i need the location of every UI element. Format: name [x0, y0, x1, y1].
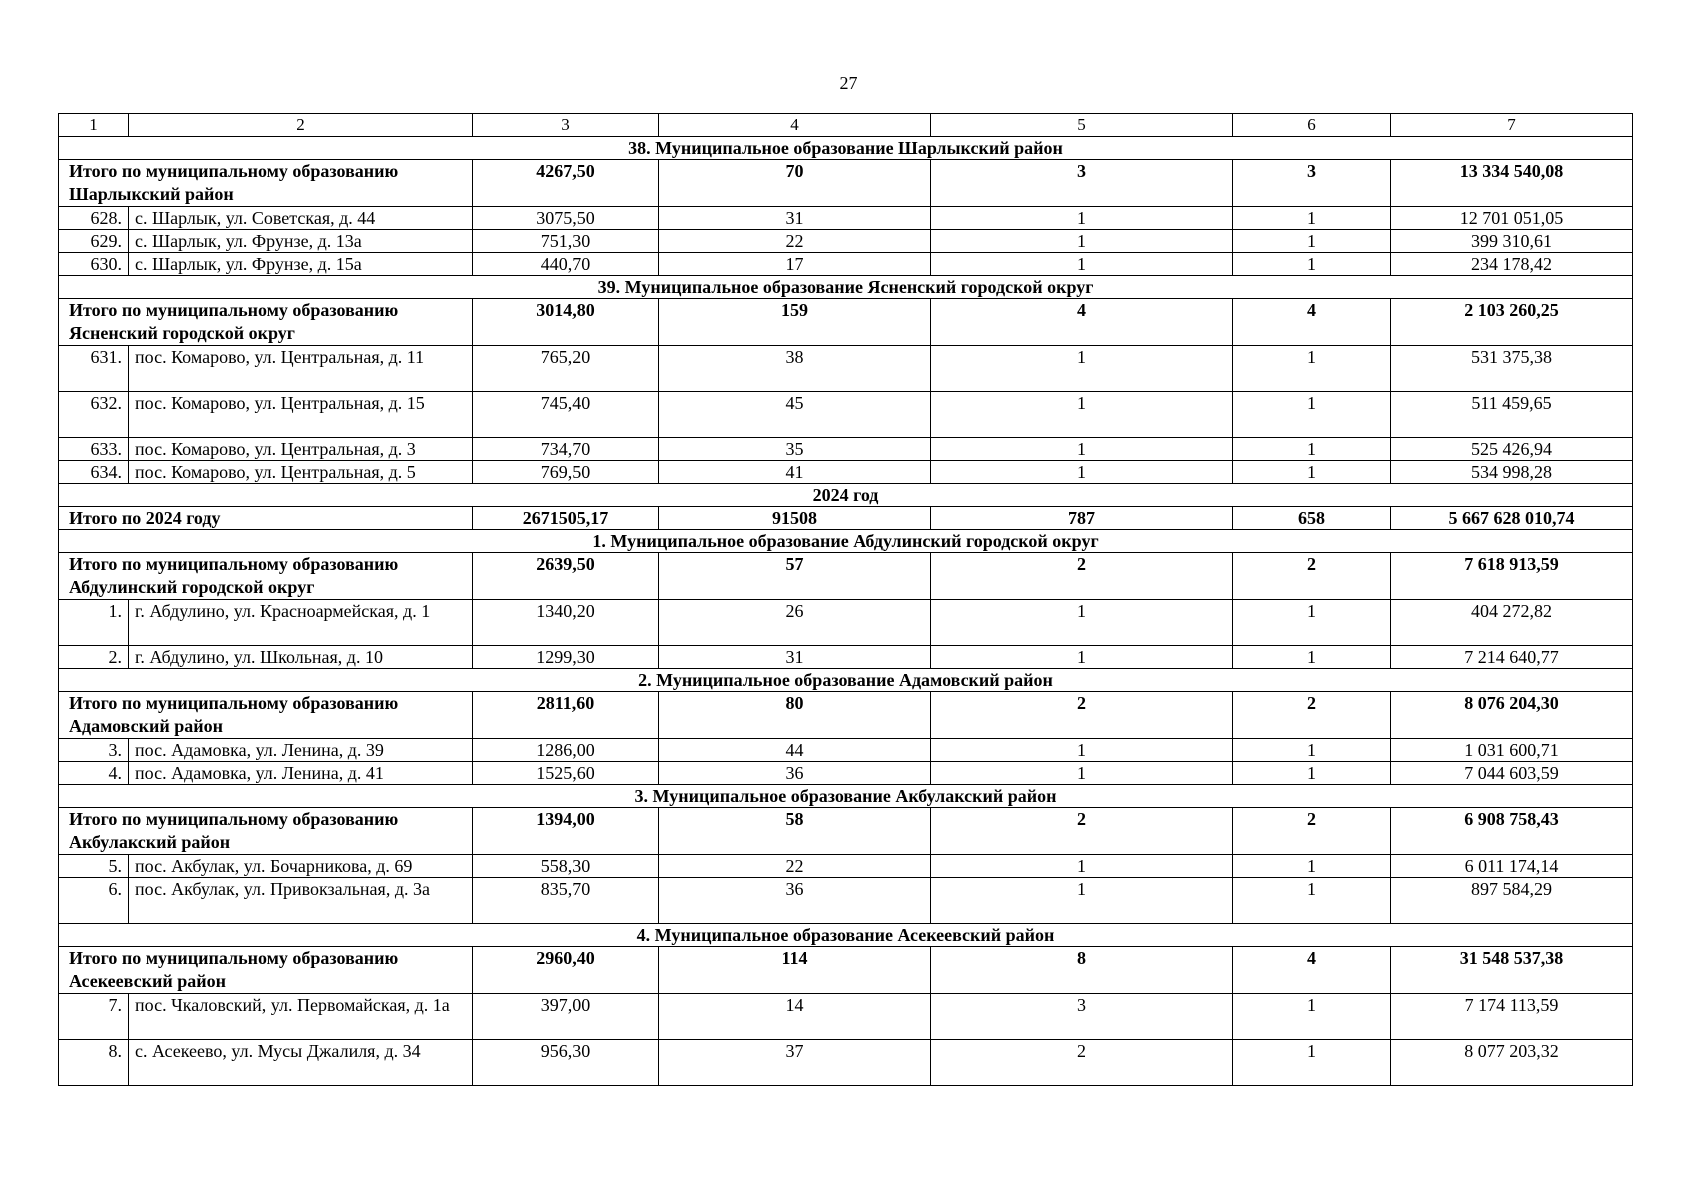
column-number-cell: 1	[59, 114, 129, 137]
row-number: 6.	[59, 878, 129, 924]
cost-cell: 1 031 600,71	[1391, 739, 1633, 762]
area-cell: 558,30	[473, 855, 659, 878]
total-residents-cell: 57	[659, 553, 931, 600]
total-col5-cell: 2	[931, 808, 1233, 855]
total-col5-cell: 2	[931, 692, 1233, 739]
residents-cell: 26	[659, 600, 931, 646]
total-residents-cell: 91508	[659, 507, 931, 530]
col6-cell: 1	[1233, 762, 1391, 785]
column-number-cell: 6	[1233, 114, 1391, 137]
row-number: 5.	[59, 855, 129, 878]
residents-cell: 17	[659, 253, 931, 276]
address-cell: с. Шарлык, ул. Фрунзе, д. 13а	[129, 230, 473, 253]
subtotal-row	[59, 947, 1633, 994]
total-area-cell: 2671505,17	[473, 507, 659, 530]
column-number-cell: 7	[1391, 114, 1633, 137]
total-cost-cell: 5 667 628 010,74	[1391, 507, 1633, 530]
subtotal-row	[59, 299, 1633, 346]
total-col6-cell: 3	[1233, 160, 1391, 207]
table-row	[59, 438, 1633, 461]
page-number: 27	[839, 73, 858, 93]
total-residents-cell: 70	[659, 160, 931, 207]
row-number: 634.	[59, 461, 129, 484]
col6-cell: 1	[1233, 739, 1391, 762]
row-number: 632.	[59, 392, 129, 438]
address-cell: г. Абдулино, ул. Красноармейская, д. 1	[129, 600, 473, 646]
residents-cell: 31	[659, 646, 931, 669]
total-cost-cell: 6 908 758,43	[1391, 808, 1633, 855]
total-col6-cell: 2	[1233, 808, 1391, 855]
housing-table	[58, 113, 1633, 1086]
address-cell: с. Асекеево, ул. Мусы Джалиля, д. 34	[129, 1040, 473, 1086]
col5-cell: 2	[931, 1040, 1233, 1086]
row-number: 631.	[59, 346, 129, 392]
col5-cell: 1	[931, 392, 1233, 438]
address-cell: пос. Комарово, ул. Центральная, д. 3	[129, 438, 473, 461]
total-area-cell: 3014,80	[473, 299, 659, 346]
table-row	[59, 207, 1633, 230]
total-residents-cell: 80	[659, 692, 931, 739]
total-area-cell: 2811,60	[473, 692, 659, 739]
total-area-cell: 4267,50	[473, 160, 659, 207]
column-number-cell: 3	[473, 114, 659, 137]
cost-cell: 7 174 113,59	[1391, 994, 1633, 1040]
table-row	[59, 762, 1633, 785]
residents-cell: 22	[659, 855, 931, 878]
total-col5-cell: 3	[931, 160, 1233, 207]
section-header-row	[59, 530, 1633, 553]
row-number: 2.	[59, 646, 129, 669]
total-residents-cell: 58	[659, 808, 931, 855]
row-number: 630.	[59, 253, 129, 276]
subtotal-label: Итого по муниципальному образованию Адамовский район	[59, 692, 473, 739]
col6-cell: 1	[1233, 392, 1391, 438]
residents-cell: 35	[659, 438, 931, 461]
residents-cell: 22	[659, 230, 931, 253]
area-cell: 397,00	[473, 994, 659, 1040]
col5-cell: 1	[931, 646, 1233, 669]
col5-cell: 1	[931, 230, 1233, 253]
total-area-cell: 2960,40	[473, 947, 659, 994]
row-number: 4.	[59, 762, 129, 785]
address-cell: пос. Комарово, ул. Центральная, д. 5	[129, 461, 473, 484]
cost-cell: 534 998,28	[1391, 461, 1633, 484]
row-number: 3.	[59, 739, 129, 762]
row-number: 8.	[59, 1040, 129, 1086]
cost-cell: 897 584,29	[1391, 878, 1633, 924]
cost-cell: 404 272,82	[1391, 600, 1633, 646]
address-cell: пос. Комарово, ул. Центральная, д. 11	[129, 346, 473, 392]
area-cell: 1525,60	[473, 762, 659, 785]
section-header-row	[59, 137, 1633, 160]
residents-cell: 38	[659, 346, 931, 392]
address-cell: пос. Акбулак, ул. Бочарникова, д. 69	[129, 855, 473, 878]
total-col6-cell: 2	[1233, 692, 1391, 739]
residents-cell: 36	[659, 762, 931, 785]
col6-cell: 1	[1233, 1040, 1391, 1086]
col5-cell: 1	[931, 762, 1233, 785]
subtotal-row	[59, 553, 1633, 600]
row-number: 1.	[59, 600, 129, 646]
area-cell: 835,70	[473, 878, 659, 924]
col6-cell: 1	[1233, 646, 1391, 669]
total-cost-cell: 2 103 260,25	[1391, 299, 1633, 346]
cost-cell: 511 459,65	[1391, 392, 1633, 438]
area-cell: 751,30	[473, 230, 659, 253]
address-cell: пос. Адамовка, ул. Ленина, д. 41	[129, 762, 473, 785]
total-residents-cell: 114	[659, 947, 931, 994]
total-col6-cell: 4	[1233, 299, 1391, 346]
col5-cell: 1	[931, 346, 1233, 392]
section-title: 3. Муниципальное образование Акбулакский район	[59, 785, 1633, 808]
section-title: 38. Муниципальное образование Шарлыкский район	[59, 137, 1633, 160]
address-cell: пос. Акбулак, ул. Привокзальная, д. 3а	[129, 878, 473, 924]
col6-cell: 1	[1233, 600, 1391, 646]
section-title: 1. Муниципальное образование Абдулинский городской округ	[59, 530, 1633, 553]
table-row	[59, 1040, 1633, 1086]
section-header-row	[59, 484, 1633, 507]
cost-cell: 525 426,94	[1391, 438, 1633, 461]
total-col6-cell: 2	[1233, 553, 1391, 600]
cost-cell: 7 214 640,77	[1391, 646, 1633, 669]
col6-cell: 1	[1233, 855, 1391, 878]
total-cost-cell: 13 334 540,08	[1391, 160, 1633, 207]
table-row	[59, 230, 1633, 253]
address-cell: пос. Комарово, ул. Центральная, д. 15	[129, 392, 473, 438]
column-number-cell: 5	[931, 114, 1233, 137]
table-row	[59, 600, 1633, 646]
residents-cell: 37	[659, 1040, 931, 1086]
col6-cell: 1	[1233, 346, 1391, 392]
address-cell: с. Шарлык, ул. Советская, д. 44	[129, 207, 473, 230]
table-row	[59, 392, 1633, 438]
address-cell: г. Абдулино, ул. Школьная, д. 10	[129, 646, 473, 669]
col5-cell: 1	[931, 739, 1233, 762]
subtotal-label: Итого по муниципальному образованию Асекеевский район	[59, 947, 473, 994]
column-number-cell: 4	[659, 114, 931, 137]
total-cost-cell: 31 548 537,38	[1391, 947, 1633, 994]
row-number: 633.	[59, 438, 129, 461]
subtotal-label: Итого по муниципальному образованию Ясненский городской округ	[59, 299, 473, 346]
section-title: 4. Муниципальное образование Асекеевский район	[59, 924, 1633, 947]
subtotal-label: Итого по муниципальному образованию Акбулакский район	[59, 808, 473, 855]
section-header-row	[59, 924, 1633, 947]
table-row	[59, 878, 1633, 924]
col6-cell: 1	[1233, 994, 1391, 1040]
residents-cell: 14	[659, 994, 931, 1040]
subtotal-row	[59, 692, 1633, 739]
subtotal-label: Итого по муниципальному образованию Шарлыкский район	[59, 160, 473, 207]
table-row	[59, 646, 1633, 669]
total-col5-cell: 8	[931, 947, 1233, 994]
address-cell: с. Шарлык, ул. Фрунзе, д. 15а	[129, 253, 473, 276]
col5-cell: 1	[931, 878, 1233, 924]
residents-cell: 31	[659, 207, 931, 230]
row-number: 7.	[59, 994, 129, 1040]
area-cell: 734,70	[473, 438, 659, 461]
col5-cell: 3	[931, 994, 1233, 1040]
col6-cell: 1	[1233, 230, 1391, 253]
residents-cell: 41	[659, 461, 931, 484]
table-row	[59, 739, 1633, 762]
subtotal-label: Итого по муниципальному образованию Абдулинский городской округ	[59, 553, 473, 600]
col5-cell: 1	[931, 461, 1233, 484]
residents-cell: 44	[659, 739, 931, 762]
section-title: 39. Муниципальное образование Ясненский городской округ	[59, 276, 1633, 299]
col5-cell: 1	[931, 253, 1233, 276]
cost-cell: 7 044 603,59	[1391, 762, 1633, 785]
total-col6-cell: 658	[1233, 507, 1391, 530]
total-area-cell: 1394,00	[473, 808, 659, 855]
cost-cell: 8 077 203,32	[1391, 1040, 1633, 1086]
total-col6-cell: 4	[1233, 947, 1391, 994]
section-header-row	[59, 785, 1633, 808]
table-row	[59, 346, 1633, 392]
area-cell: 1340,20	[473, 600, 659, 646]
area-cell: 3075,50	[473, 207, 659, 230]
col6-cell: 1	[1233, 207, 1391, 230]
table-row	[59, 994, 1633, 1040]
table-row	[59, 461, 1633, 484]
cost-cell: 234 178,42	[1391, 253, 1633, 276]
area-cell: 440,70	[473, 253, 659, 276]
area-cell: 956,30	[473, 1040, 659, 1086]
cost-cell: 12 701 051,05	[1391, 207, 1633, 230]
table-row	[59, 855, 1633, 878]
subtotal-row	[59, 507, 1633, 530]
subtotal-label: Итого по 2024 году	[59, 507, 473, 530]
total-col5-cell: 4	[931, 299, 1233, 346]
residents-cell: 36	[659, 878, 931, 924]
col5-cell: 1	[931, 207, 1233, 230]
area-cell: 1286,00	[473, 739, 659, 762]
section-title: 2024 год	[59, 484, 1633, 507]
col6-cell: 1	[1233, 878, 1391, 924]
section-title: 2. Муниципальное образование Адамовский район	[59, 669, 1633, 692]
row-number: 629.	[59, 230, 129, 253]
col5-cell: 1	[931, 600, 1233, 646]
area-cell: 1299,30	[473, 646, 659, 669]
cost-cell: 6 011 174,14	[1391, 855, 1633, 878]
col6-cell: 1	[1233, 253, 1391, 276]
col6-cell: 1	[1233, 438, 1391, 461]
total-col5-cell: 2	[931, 553, 1233, 600]
column-number-cell: 2	[129, 114, 473, 137]
cost-cell: 399 310,61	[1391, 230, 1633, 253]
total-residents-cell: 159	[659, 299, 931, 346]
residents-cell: 45	[659, 392, 931, 438]
col6-cell: 1	[1233, 461, 1391, 484]
area-cell: 769,50	[473, 461, 659, 484]
row-number: 628.	[59, 207, 129, 230]
cost-cell: 531 375,38	[1391, 346, 1633, 392]
total-cost-cell: 8 076 204,30	[1391, 692, 1633, 739]
subtotal-row	[59, 808, 1633, 855]
col5-cell: 1	[931, 855, 1233, 878]
address-cell: пос. Адамовка, ул. Ленина, д. 39	[129, 739, 473, 762]
section-header-row	[59, 669, 1633, 692]
total-area-cell: 2639,50	[473, 553, 659, 600]
column-number-row	[59, 114, 1633, 137]
area-cell: 765,20	[473, 346, 659, 392]
col5-cell: 1	[931, 438, 1233, 461]
subtotal-row	[59, 160, 1633, 207]
area-cell: 745,40	[473, 392, 659, 438]
total-cost-cell: 7 618 913,59	[1391, 553, 1633, 600]
total-col5-cell: 787	[931, 507, 1233, 530]
address-cell: пос. Чкаловский, ул. Первомайская, д. 1а	[129, 994, 473, 1040]
table-row	[59, 253, 1633, 276]
section-header-row	[59, 276, 1633, 299]
